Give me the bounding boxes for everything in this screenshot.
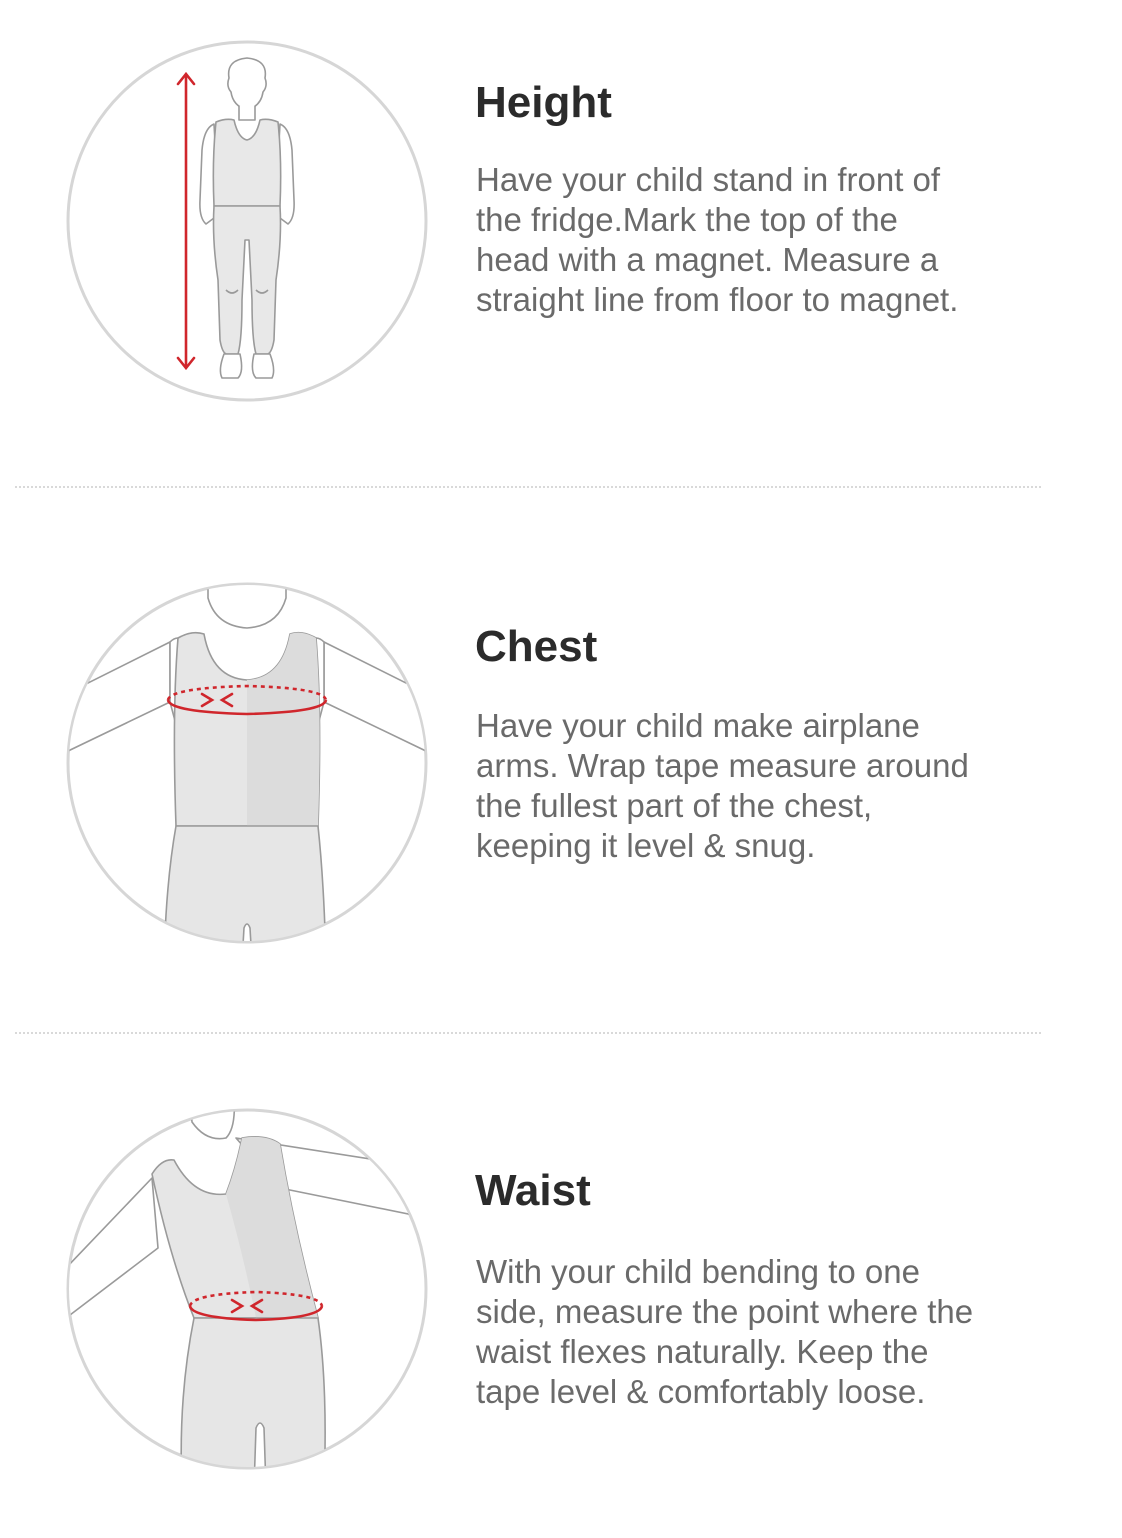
height-description-line: the fridge.Mark the top of the [476,201,898,238]
waist-description-line: tape level & comfortably loose. [476,1373,926,1410]
chest-description-line: keeping it level & snug. [476,827,816,864]
chest-description-line: arms. Wrap tape measure around [476,747,969,784]
chest-description-line: Have your child make airplane [476,707,920,744]
waist-description-line: side, measure the point where the [476,1293,974,1330]
height-description-line: Have your child stand in front of [476,161,941,198]
height-description-line: head with a magnet. Measure a [476,241,939,278]
height-title: Height [475,78,612,127]
chest-description-line: the fullest part of the chest, [476,787,873,824]
height-description-line: straight line from floor to magnet. [476,281,959,318]
waist-description-line: With your child bending to one [476,1253,920,1290]
chest-title: Chest [475,622,598,671]
waist-description-line: waist flexes naturally. Keep the [476,1333,929,1370]
waist-title: Waist [475,1166,591,1215]
waist-measure-illustration [66,1108,428,1470]
